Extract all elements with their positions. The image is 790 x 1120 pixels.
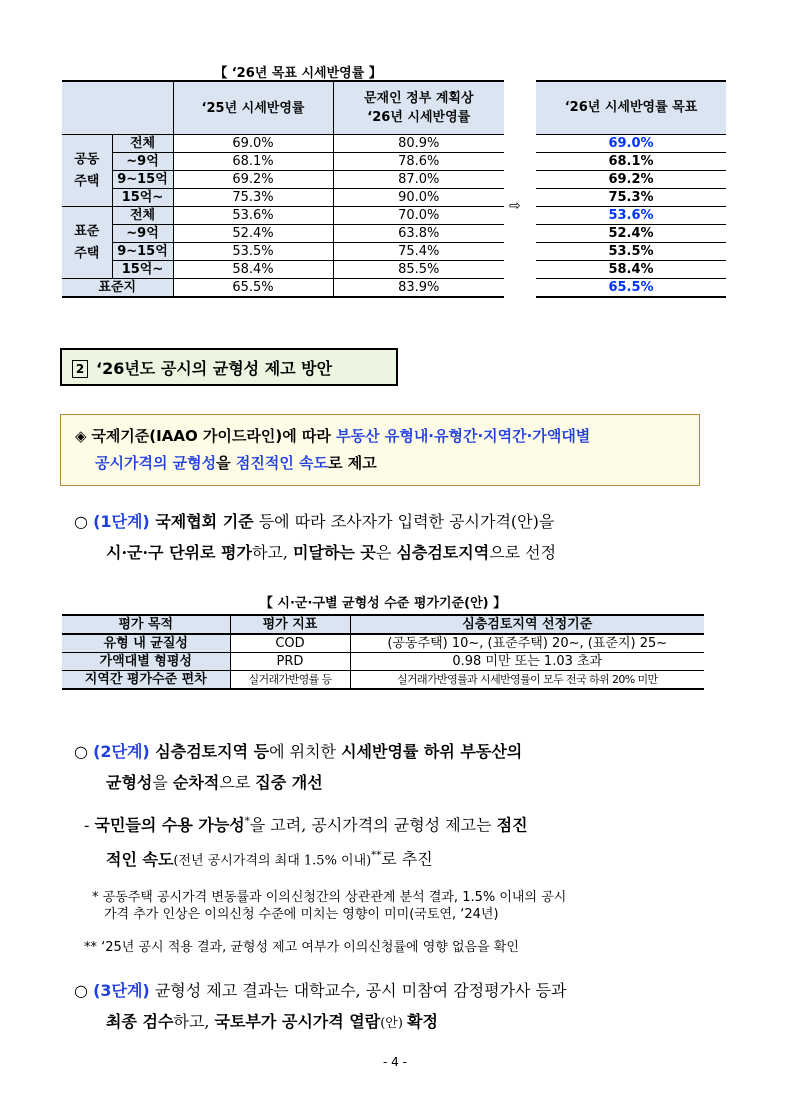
table-row: 공동 주택 전체 69.0% 80.9% [62, 135, 504, 153]
table-row: 9~15억 53.5% 75.4% [62, 243, 504, 261]
balance-criteria-table [62, 614, 704, 690]
footnote-1: * 공동주택 공시가격 변동률과 이의신청간의 상관관계 분석 결과, 1.5% 이내의 공시 가격 추가 인상은 이의신청 수준에 미치는 영향이 미미(국토연, ‘24년) [92, 890, 567, 922]
table3-caption: 【 시·군·구별 균형성 수준 평가기준(안) 】 [259, 596, 507, 611]
table-row: 68.1% [536, 153, 726, 171]
footnote-2: ** ‘25년 공시 적용 결과, 균형성 제고 여부가 이의신청률에 영향 없음을 확인 [84, 940, 519, 955]
step1-paragraph: ○ (1단계) 국제협회 기준 등에 따라 조사자가 입력한 공시가격(안)을 시·군·구 단위로 평가하고, 미달하는 곳은 심층검토지역으로 선정 [74, 512, 557, 562]
dash-paragraph: - 국민들의 수용 가능성*을 고려, 공시가격의 균형성 제고는 점진 적인 속도(전년 공시가격의 최대 1.5% 이내)**로 추진 [84, 815, 528, 869]
table1-caption: 【 ‘26년 목표 시세반영률 】 [214, 66, 382, 81]
table-header-row [62, 81, 504, 135]
table-row: 52.4% [536, 225, 726, 243]
section-number: 2 [72, 360, 88, 378]
table-row: 표준지 65.5% 83.9% [62, 279, 504, 298]
table-row: 유형 내 균질성 COD (공동주택) 10~, (표준주택) 20~, (표준지) 25~ [62, 634, 704, 653]
table-row: 65.5% [536, 279, 726, 298]
col-header-2025: ‘25년 시세반영률 [173, 81, 333, 135]
table-row: 58.4% [536, 261, 726, 279]
page-number: - 4 - [383, 1055, 407, 1069]
step2-paragraph: ○ (2단계) 심층검토지역 등에 위치한 시세반영률 하위 부동산의 균형성을 순차적으로 집중 개선 [74, 742, 523, 792]
group-label: 표준 주택 [62, 207, 112, 279]
arrow-icon: ⇨ [509, 198, 521, 214]
diamond-bullet-icon: ◈ [75, 427, 87, 445]
table-row: 지역간 평가수준 편차 실거래가반영률 등 실거래가반영률과 시세반영률이 모두 전국 하위 20% 미만 [62, 671, 704, 690]
section-title: ‘26년도 공시의 균형성 제고 방안 [96, 359, 333, 378]
table-row: 69.0% [536, 135, 726, 153]
table-row: 가액대별 형평성 PRD 0.98 미만 또는 1.03 초과 [62, 653, 704, 671]
table-row: 53.5% [536, 243, 726, 261]
circle-bullet-icon: ○ [74, 981, 88, 1000]
group-label: 공동 주택 [62, 135, 112, 207]
table-row: 15억~ 75.3% 90.0% [62, 189, 504, 207]
table-row: 69.2% [536, 171, 726, 189]
target-2026-table [536, 80, 726, 298]
table-header-row: 평가 목적 평가 지표 심층검토지역 선정기준 [62, 615, 704, 634]
target-ratio-table [62, 80, 504, 298]
table-row: 15억~ 58.4% 85.5% [62, 261, 504, 279]
table-row: 9~15억 69.2% 87.0% [62, 171, 504, 189]
summary-box: ◈ 국제기준(IAAO 가이드라인)에 따라 부동산 유형내·유형간·지역간·가액대별 공시가격의 균형성을 점진적인 속도로 제고 [60, 414, 700, 486]
step3-paragraph: ○ (3단계) 균형성 제고 결과는 대학교수, 공시 미참여 감정평가사 등과 최종 검수하고, 국토부가 공시가격 열람(안) 확정 [74, 981, 567, 1031]
section-heading [60, 348, 398, 386]
circle-bullet-icon: ○ [74, 742, 88, 761]
table-row: ~9억 52.4% 63.8% [62, 225, 504, 243]
table-row: 75.3% [536, 189, 726, 207]
col-header-target: ‘26년 시세반영률 목표 [536, 81, 726, 135]
table-row: ~9억 68.1% 78.6% [62, 153, 504, 171]
table-row: 53.6% [536, 207, 726, 225]
col-header-plan: 문재인 정부 계획상 ‘26년 시세반영률 [333, 81, 504, 135]
dash-bullet: - [84, 815, 90, 835]
table-row: 표준 주택 전체 53.6% 70.0% [62, 207, 504, 225]
circle-bullet-icon: ○ [74, 512, 88, 531]
